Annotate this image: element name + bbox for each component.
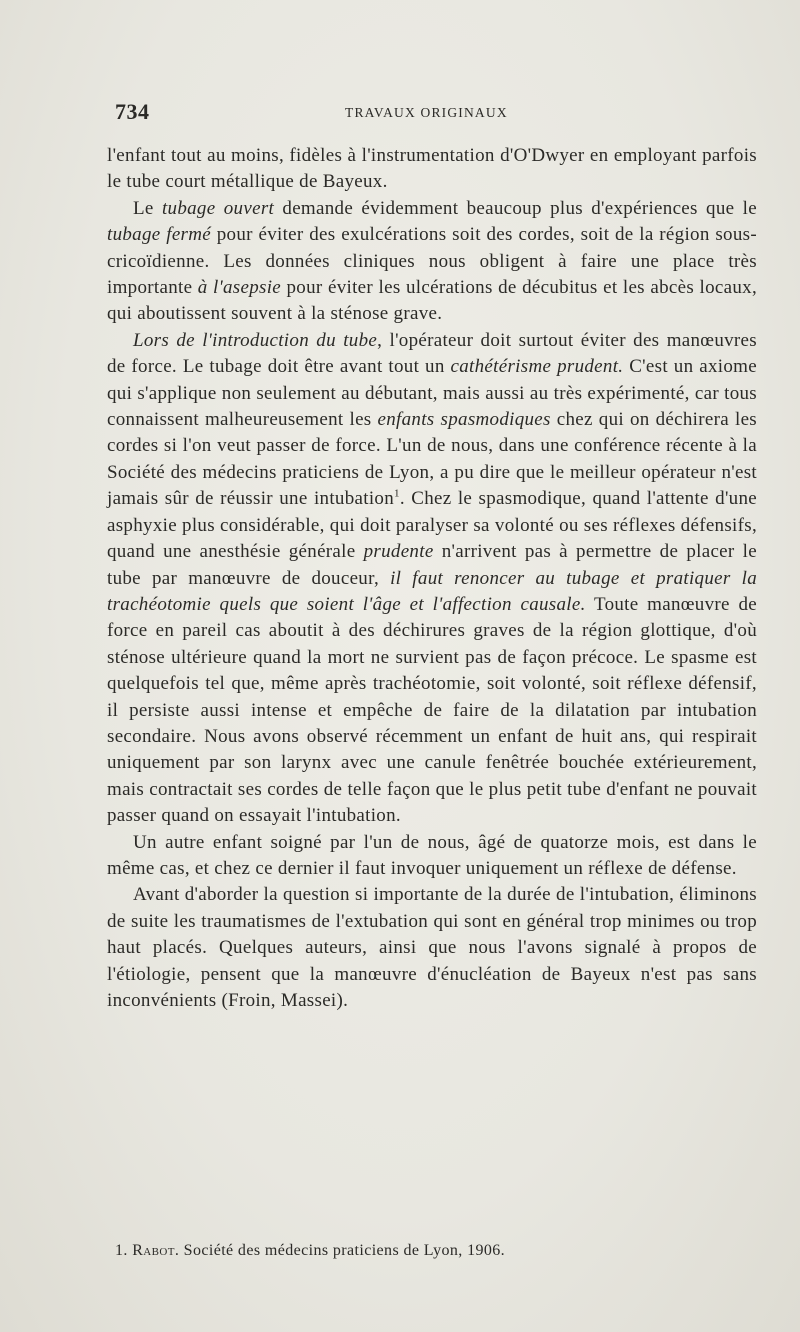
footnote: [115, 1242, 755, 1260]
paragraph-2: Le tubage ouvert demande évidemment beaucoup plus d'expériences que le tubage fermé pour éviter des exulcérations soit des cordes, soit de la région sous-cricoïdienne. Les données cliniques nous obligent à faire une place très importante à l'asepsie pour éviter les ulcérations de décubitus et les abcès locaux, qui aboutissent souvent à la sténose grave.: [107, 197, 757, 325]
footnote-text: . Société des médecins praticiens de Lyon, 1906.: [174, 1242, 506, 1259]
footnote-author: Rabot: [132, 1242, 175, 1259]
footnote-number: 1.: [115, 1242, 128, 1259]
paragraph-1: l'enfant tout au moins, fidèles à l'instrumentation d'O'Dwyer en employant parfois le tube court métallique de Bayeux.: [107, 145, 757, 193]
paragraph-5: Avant d'aborder la question si importante de la durée de l'intubation, éliminons de suite les traumatismes de l'extubation qui sont en général trop minimes ou trop haut placés. Quelques auteurs, ainsi que nous l'avons signalé à propos de l'étiologie, pensent que la manœuvre d'énucléation de Bayeux n'est pas sans inconvénients (Froin, Massei).: [107, 884, 757, 1011]
running-title: TRAVAUX ORIGINAUX: [345, 105, 508, 120]
page-header: [115, 99, 755, 129]
paragraph-3: Lors de l'introduction du tube, l'opérateur doit surtout éviter des manœuvres de force. Le tubage doit être avant tout un cathétérisme prudent. C'est un axiome qui s'applique non seulement au débutant, mais aussi au très expérimenté, car tous connaissent malheureusement les enfants spasmodiques chez qui on déchirera les cordes si l'on veut passer de force. L'un de nous, dans une conférence récente à la Société des médecins praticiens de Lyon, a pu dire que le meilleur opérateur n'est jamais sûr de réussir une intubation$^1$. Chez le spasmodique, quand l'attente d'une asphyxie plus considérable, qui doit paralyser sa volonté ou ses réflexes défensifs, quand une anesthésie générale prudente n'arrivent pas à permettre de placer le tube par manœuvre de douceur, il faut renoncer au tubage et pratiquer la trachéotomie quels que soient l'âge et l'affection causale. Toute manœuvre de force en pareil cas aboutit à des déchirures graves de la région glottique, d'où sténose ultérieure quand la mort ne survient pas de façon précoce. Le spasme est quelquefois tel que, même après trachéotomie, soit volonté, soit réflexe défensif, il persiste aussi intense et empêche de faire de la dilatation par intubation secondaire. Nous avons observé récemment un enfant de huit ans, qui respirait uniquement par son larynx avec une canule fenêtrée bouchée extérieurement, mais contractait ses cordes de telle façon que le plus petit tube d'enfant ne pouvait passer quand on essayait l'intubation.: [107, 329, 758, 827]
body-text: [107, 143, 757, 1014]
footnote-reference: 1: [394, 487, 400, 500]
paragraph-4: Un autre enfant soigné par l'un de nous, âgé de quatorze mois, est dans le même cas, et chez ce dernier il faut invoquer uniquement un réflexe de défense.: [107, 831, 757, 879]
page-number: 734: [115, 99, 150, 124]
